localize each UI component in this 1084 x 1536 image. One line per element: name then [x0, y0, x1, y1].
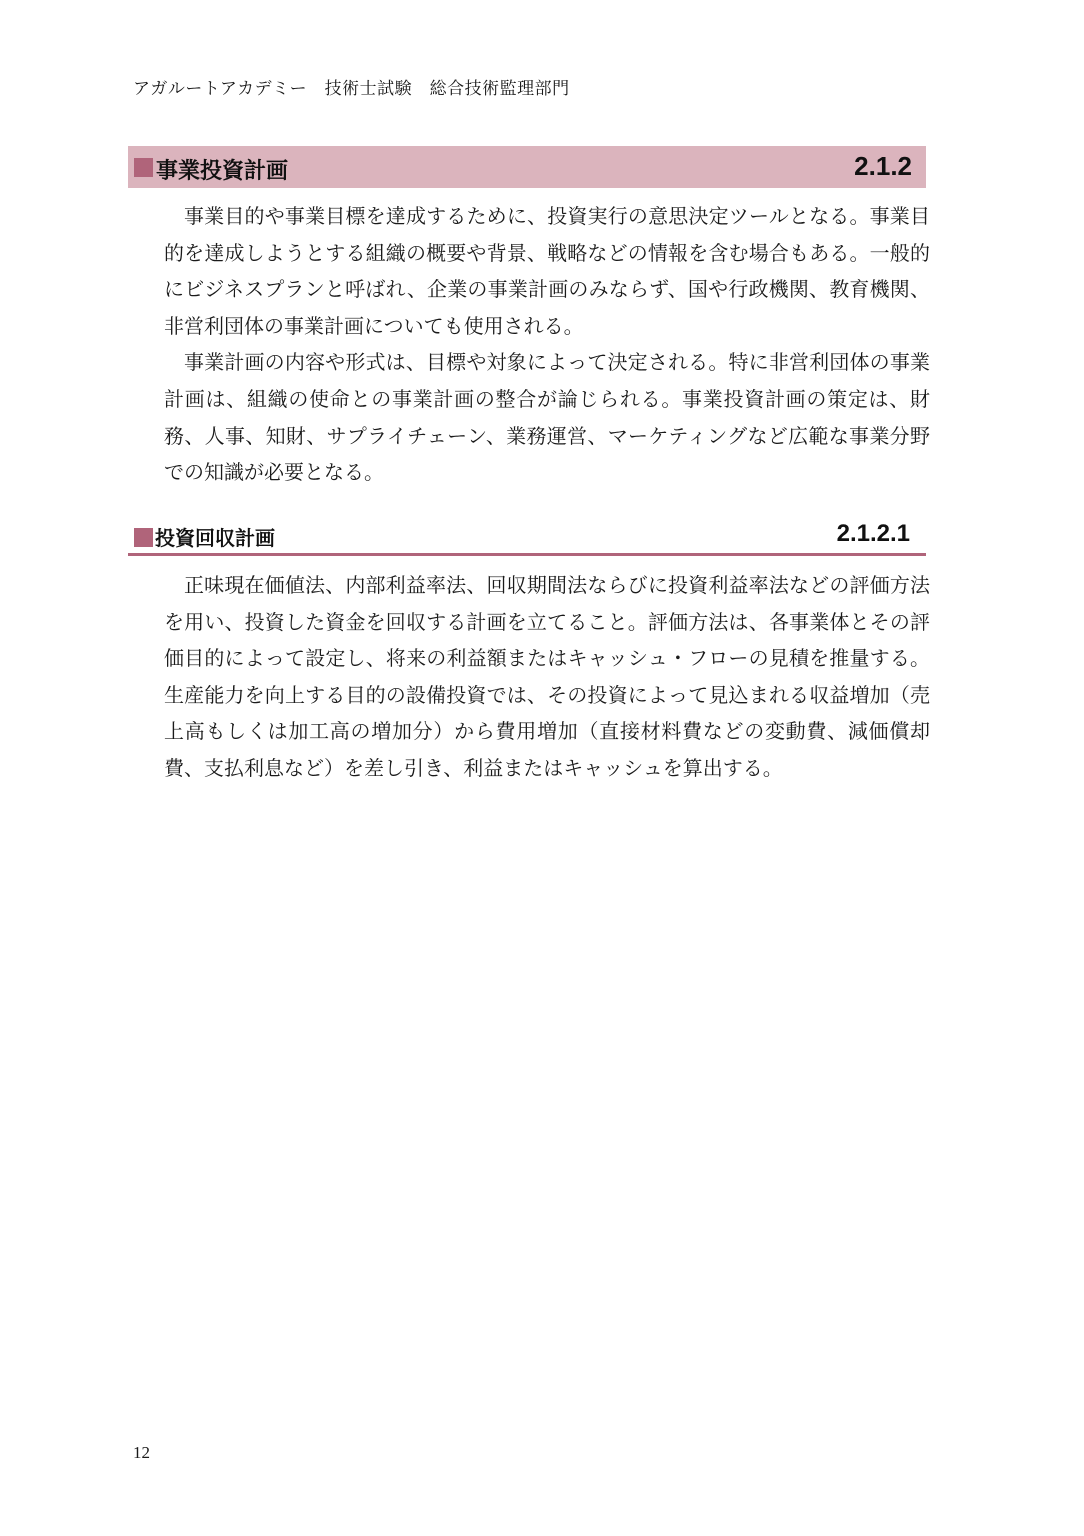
section-body: [164, 198, 930, 491]
page-number: 12: [133, 1443, 150, 1462]
section-paragraph: 事業計画の内容や形式は、目標や対象によって決定される。特に非営利団体の事業計画は、組織の使命との事業計画の整合が論じられる。事業投資計画の策定は、財務、人事、知財、サプライチェーン、業務運営、マーケティングなど広範な事業分野での知識が必要となる。: [164, 350, 930, 485]
square-bullet-icon: [134, 528, 153, 547]
section-paragraph: 事業目的や事業目標を達成するために、投資実行の意思決定ツールとなる。事業目的を達成しようとする組織の概要や背景、戦略などの情報を含む場合もある。一般的にビジネスプランと呼ばれ、企業の事業計画のみならず、国や行政機関、教育機関、非営利団体の事業計画についても使用される。: [164, 204, 930, 338]
subsection-paragraph: 正味現在価値法、内部利益率法、回収期間法ならびに投資利益率法などの評価方法を用い、投資した資金を回収する計画を立てること。評価方法は、各事業体とその評価目的によって設定し、将来の利益額またはキャッシュ・フローの見積を推量する。生産能力を向上する目的の設備投資では、その投資によって見込まれる収益増加（売上高もしくは加工高の増加分）から費用増加（直接材料費などの変動費、減価償却費、支払利息など）を差し引き、利益またはキャッシュを算出する。: [164, 573, 930, 780]
subsection-number: 2.1.2.1: [836, 520, 910, 547]
subsection-heading: [128, 520, 926, 556]
section-number: 2.1.2: [854, 151, 912, 181]
section-title: 事業投資計画: [156, 159, 289, 184]
running-header: アガルートアカデミー 技術士試験 総合技術監理部門: [133, 79, 570, 99]
section-heading-bar: [128, 146, 926, 188]
subsection-body: [164, 567, 930, 787]
square-bullet-icon: [134, 158, 153, 177]
subsection-title: 投資回収計画: [155, 526, 275, 550]
